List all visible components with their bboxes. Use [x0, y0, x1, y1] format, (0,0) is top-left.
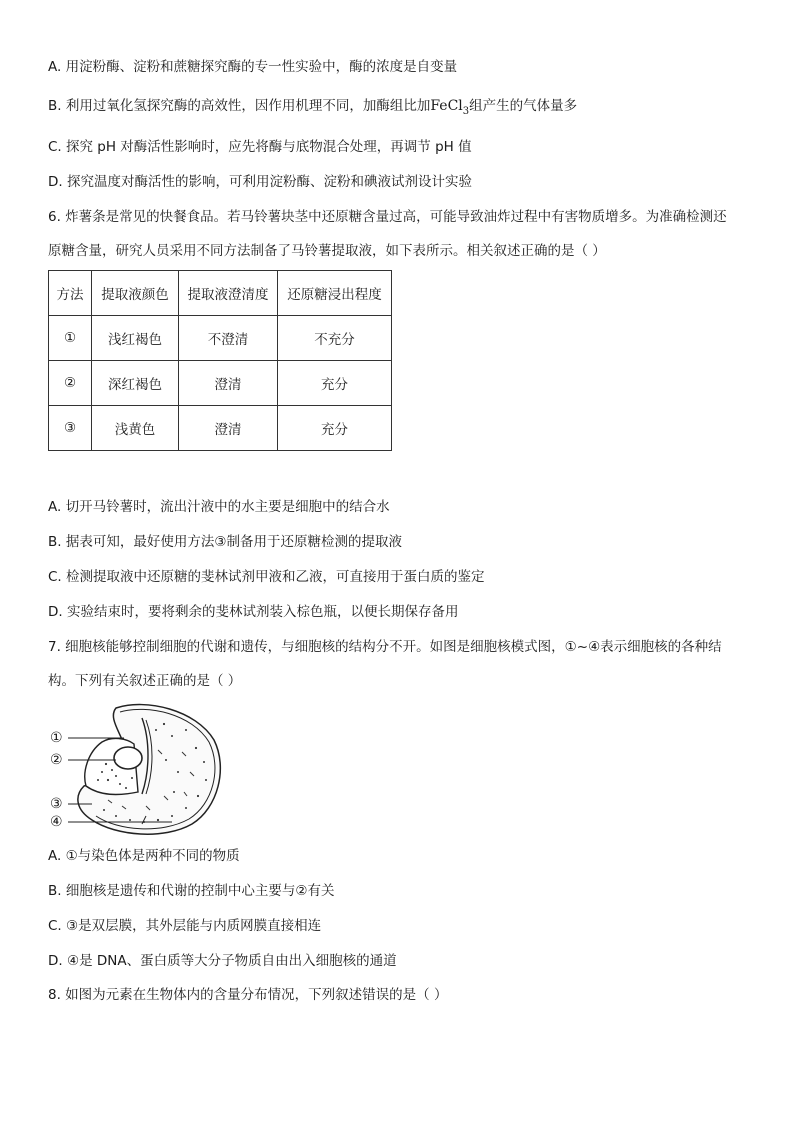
q7-stem-line1: 7. 细胞核能够控制细胞的代谢和遗传，与细胞核的结构分不开。如图是细胞核模式图，①~④表示细胞核的各种结: [48, 639, 722, 655]
table-cell: 浅黄色: [92, 406, 179, 451]
q5-option-a: A. 用淀粉酶、淀粉和蔗糖探究酶的专一性实验中，酶的浓度是自变量: [48, 59, 458, 75]
q5-option-b: [48, 96, 577, 122]
q5-option-d: D. 探究温度对酶活性的影响，可利用淀粉酶、淀粉和碘液试剂设计实验: [48, 174, 472, 190]
table-cell: 充分: [278, 361, 392, 406]
table-header-row: [49, 271, 392, 316]
q6-stem-line1: 6. 炸薯条是常见的快餐食品。若马铃薯块茎中还原糖含量过高，可能导致油炸过程中有害物质增多。为准确检测还: [48, 209, 727, 225]
table-cell: 澄清: [179, 361, 278, 406]
q7-option-d: D. ④是 DNA、蛋白质等大分子物质自由出入细胞核的通道: [48, 953, 397, 969]
q7-stem-line2: 构。下列有关叙述正确的是（ ）: [48, 673, 242, 689]
q6-stem-line2: 原糖含量，研究人员采用不同方法制备了马铃薯提取液，如下表所示。相关叙述正确的是（ ）: [48, 243, 606, 259]
table-cell: 充分: [278, 406, 392, 451]
table-cell: ③: [49, 406, 92, 451]
label-1: ①: [50, 730, 63, 746]
label-3: ③: [50, 796, 63, 812]
table-cell: 深红褐色: [92, 361, 179, 406]
table-header: 还原糖浸出程度: [278, 271, 392, 316]
table-row: [49, 406, 392, 451]
table-header: 方法: [49, 271, 92, 316]
nucleus-diagram: [46, 700, 226, 840]
q8-stem: 8. 如图为元素在生物体内的含量分布情况，下列叙述错误的是（ ）: [48, 987, 448, 1003]
q6-option-c: C. 检测提取液中还原糖的斐林试剂甲液和乙液，可直接用于蛋白质的鉴定: [48, 569, 485, 585]
table-header: 提取液澄清度: [179, 271, 278, 316]
table-cell: ②: [49, 361, 92, 406]
q5-option-c: C. 探究 pH 对酶活性影响时，应先将酶与底物混合处理，再调节 pH 值: [48, 139, 472, 155]
q6-option-d: D. 实验结束时，要将剩余的斐林试剂装入棕色瓶，以便长期保存备用: [48, 604, 459, 620]
q6-option-a: A. 切开马铃薯时，流出汁液中的水主要是细胞中的结合水: [48, 499, 390, 515]
table-cell: ①: [49, 316, 92, 361]
extraction-table: [48, 270, 392, 451]
q6-option-b: B. 据表可知，最好使用方法③制备用于还原糖检测的提取液: [48, 534, 402, 550]
q7-option-a: A. ①与染色体是两种不同的物质: [48, 848, 240, 864]
table-cell: 不充分: [278, 316, 392, 361]
nucleus-drawing: [46, 700, 226, 840]
fecl3-formula: FeCl$_3$: [430, 98, 470, 117]
table-cell: 澄清: [179, 406, 278, 451]
table-header: 提取液颜色: [92, 271, 179, 316]
q7-option-b: B. 细胞核是遗传和代谢的控制中心主要与②有关: [48, 883, 335, 899]
table-cell: 不澄清: [179, 316, 278, 361]
q7-option-c: C. ③是双层膜，其外层能与内质网膜直接相连: [48, 918, 322, 934]
label-2: ②: [50, 752, 63, 768]
table-row: [49, 316, 392, 361]
q5-option-b-text: B. 利用过氧化氢探究酶的高效性，因作用机理不同，加酶组比加: [48, 98, 431, 114]
table-cell: 浅红褐色: [92, 316, 179, 361]
q5-option-b-tail: 组产生的气体量多: [469, 98, 578, 114]
label-4: ④: [50, 814, 63, 830]
table-row: [49, 361, 392, 406]
